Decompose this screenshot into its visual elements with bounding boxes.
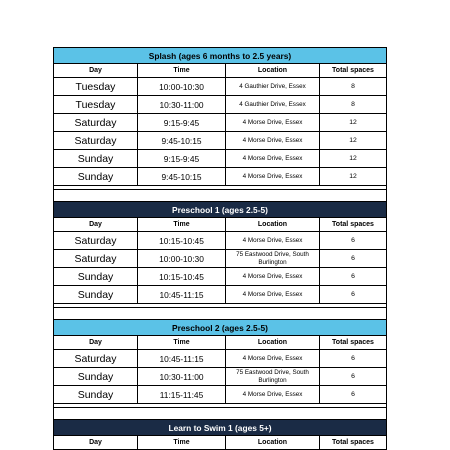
cell-total-spaces: 6 [320, 250, 387, 268]
header-total-spaces: Total spaces [320, 336, 387, 350]
section-title-row [54, 420, 387, 436]
header-day: Day [54, 336, 138, 350]
cell-total-spaces: 6 [320, 268, 387, 286]
cell-location: 4 Morse Drive, Essex [226, 232, 320, 250]
cell-time: 10:15-10:45 [138, 232, 226, 250]
cell-day: Saturday [54, 114, 138, 132]
cell-location: 4 Gauthier Drive, Essex [226, 96, 320, 114]
header-location: Location [226, 64, 320, 78]
table-row [54, 250, 387, 268]
cell-time: 11:15-11:45 [138, 386, 226, 404]
section-title: Splash (ages 6 months to 2.5 years) [54, 48, 387, 64]
section-spacer [54, 190, 387, 202]
cell-time: 10:45-11:15 [138, 350, 226, 368]
cell-day: Saturday [54, 250, 138, 268]
cell-day: Saturday [54, 350, 138, 368]
header-total-spaces: Total spaces [320, 64, 387, 78]
cell-location: 4 Morse Drive, Essex [226, 132, 320, 150]
section-title-row [54, 320, 387, 336]
section-title-row [54, 48, 387, 64]
table-row [54, 368, 387, 386]
cell-total-spaces: 12 [320, 168, 387, 186]
column-header-row [54, 336, 387, 350]
cell-time: 10:15-10:45 [138, 268, 226, 286]
column-header-row [54, 64, 387, 78]
cell-day: Sunday [54, 386, 138, 404]
cell-day: Sunday [54, 368, 138, 386]
header-time: Time [138, 218, 226, 232]
table-row [54, 114, 387, 132]
cell-time: 9:45-10:15 [138, 168, 226, 186]
cell-time: 9:15-9:45 [138, 114, 226, 132]
cell-day: Saturday [54, 132, 138, 150]
cell-total-spaces: 6 [320, 386, 387, 404]
table-row [54, 96, 387, 114]
table-row [54, 232, 387, 250]
cell-day: Sunday [54, 168, 138, 186]
header-time: Time [138, 336, 226, 350]
cell-day: Saturday [54, 232, 138, 250]
cell-location: 4 Morse Drive, Essex [226, 150, 320, 168]
cell-total-spaces: 12 [320, 150, 387, 168]
section-title: Learn to Swim 1 (ages 5+) [54, 420, 387, 436]
cell-total-spaces: 6 [320, 286, 387, 304]
cell-time: 10:30-11:00 [138, 96, 226, 114]
header-total-spaces: Total spaces [320, 218, 387, 232]
section-title: Preschool 1 (ages 2.5-5) [54, 202, 387, 218]
header-day: Day [54, 218, 138, 232]
cell-location: 4 Morse Drive, Essex [226, 350, 320, 368]
table-row [54, 78, 387, 96]
cell-day: Sunday [54, 286, 138, 304]
table-row [54, 150, 387, 168]
column-header-row [54, 218, 387, 232]
cell-time: 10:00-10:30 [138, 78, 226, 96]
cell-day: Tuesday [54, 78, 138, 96]
table-row [54, 286, 387, 304]
header-time: Time [138, 64, 226, 78]
table-row [54, 386, 387, 404]
cell-location: 75 Eastwood Drive, South Burlington [226, 250, 320, 268]
section-title-row [54, 202, 387, 218]
schedule-table [53, 47, 387, 450]
header-day: Day [54, 64, 138, 78]
spacer-cell [54, 408, 387, 420]
cell-location: 4 Morse Drive, Essex [226, 268, 320, 286]
table-row [54, 132, 387, 150]
column-header-row [54, 436, 387, 450]
table-row [54, 168, 387, 186]
section-title: Preschool 2 (ages 2.5-5) [54, 320, 387, 336]
cell-location: 4 Morse Drive, Essex [226, 168, 320, 186]
cell-time: 10:30-11:00 [138, 368, 226, 386]
cell-total-spaces: 12 [320, 114, 387, 132]
cell-total-spaces: 12 [320, 132, 387, 150]
header-location: Location [226, 436, 320, 450]
cell-location: 4 Morse Drive, Essex [226, 386, 320, 404]
cell-day: Sunday [54, 150, 138, 168]
cell-location: 4 Gauthier Drive, Essex [226, 78, 320, 96]
header-total-spaces: Total spaces [320, 436, 387, 450]
cell-location: 75 Eastwood Drive, South Burlington [226, 368, 320, 386]
cell-location: 4 Morse Drive, Essex [226, 286, 320, 304]
cell-day: Sunday [54, 268, 138, 286]
cell-time: 10:00-10:30 [138, 250, 226, 268]
cell-total-spaces: 8 [320, 78, 387, 96]
spacer-cell [54, 190, 387, 202]
section-spacer [54, 408, 387, 420]
cell-total-spaces: 6 [320, 368, 387, 386]
header-location: Location [226, 336, 320, 350]
cell-time: 9:15-9:45 [138, 150, 226, 168]
schedule-body [54, 48, 387, 450]
spacer-cell [54, 308, 387, 320]
cell-total-spaces: 8 [320, 96, 387, 114]
section-spacer [54, 308, 387, 320]
header-location: Location [226, 218, 320, 232]
table-row [54, 350, 387, 368]
table-row [54, 268, 387, 286]
cell-total-spaces: 6 [320, 232, 387, 250]
header-time: Time [138, 436, 226, 450]
cell-day: Tuesday [54, 96, 138, 114]
cell-total-spaces: 6 [320, 350, 387, 368]
cell-location: 4 Morse Drive, Essex [226, 114, 320, 132]
cell-time: 10:45-11:15 [138, 286, 226, 304]
cell-time: 9:45-10:15 [138, 132, 226, 150]
header-day: Day [54, 436, 138, 450]
